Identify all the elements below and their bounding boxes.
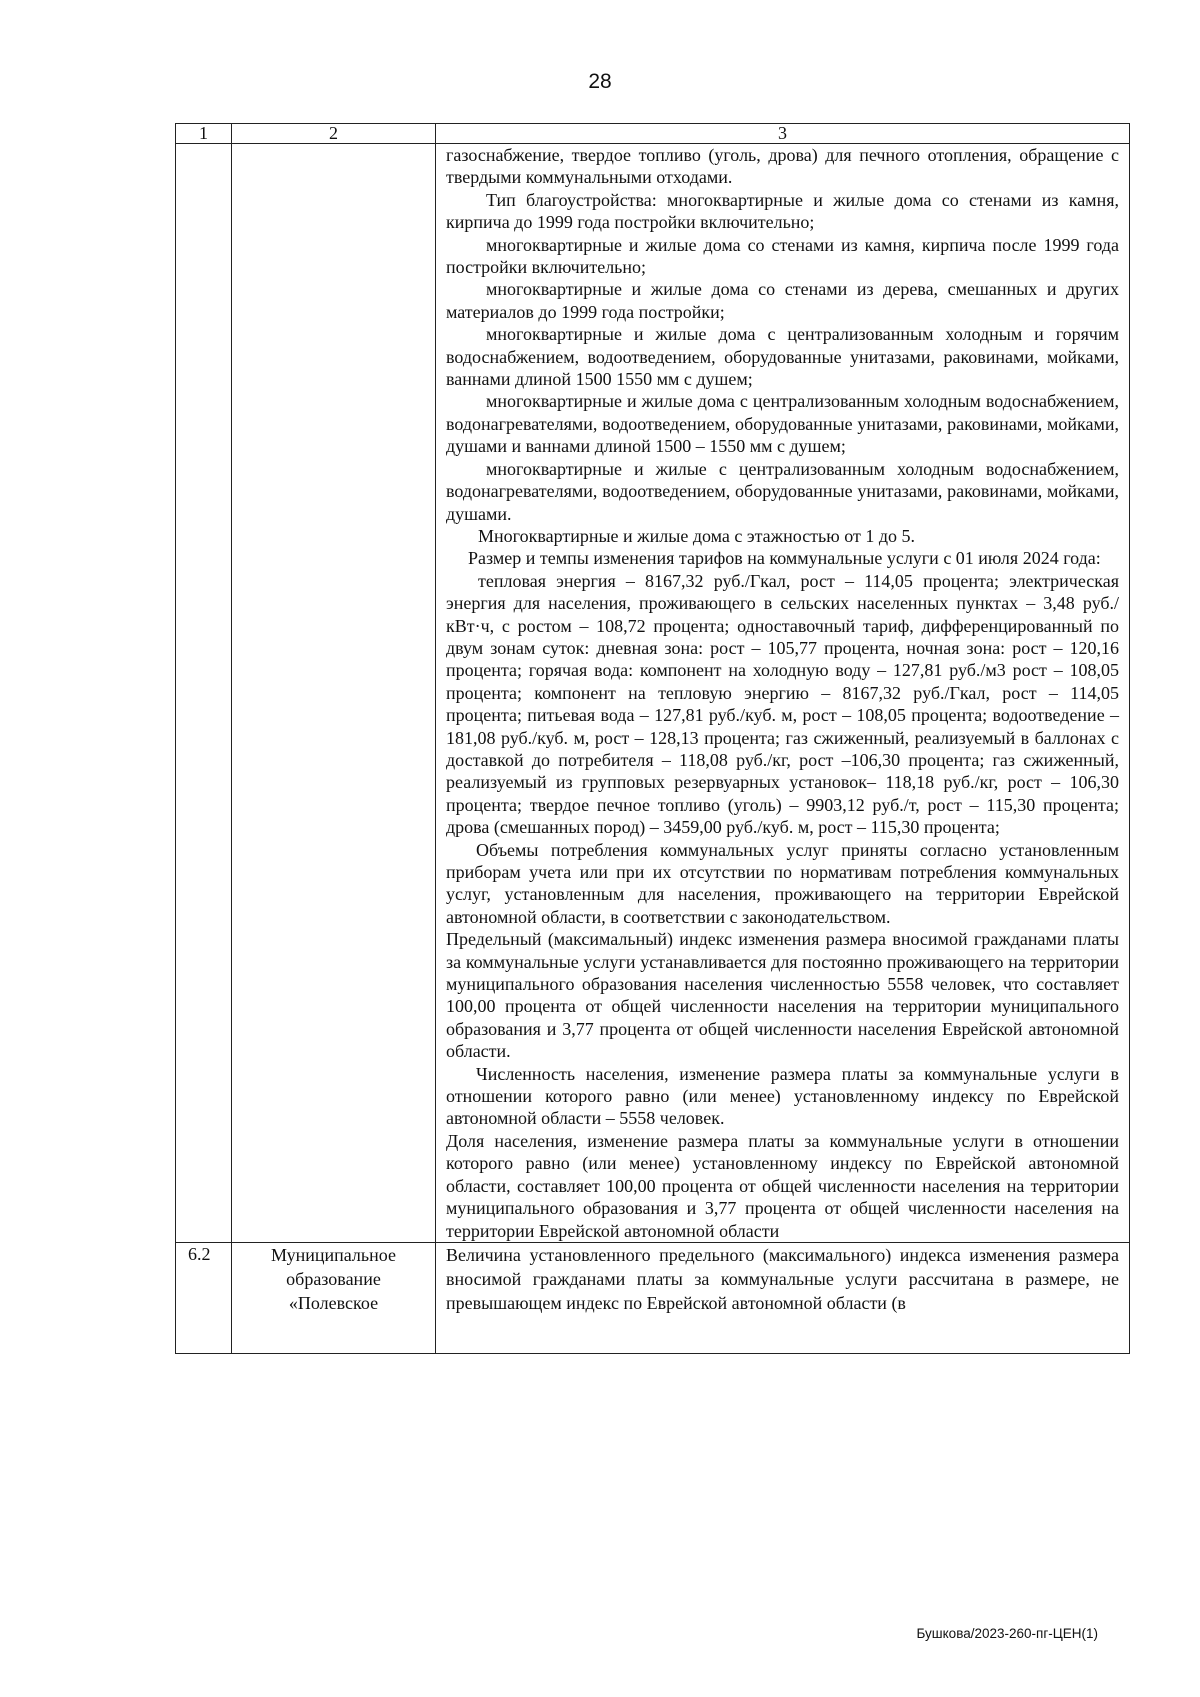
description-paragraph: многоквартирные и жилые дома со стенами из дерева, смешанных и других материалов до 1999 года постройки; (446, 279, 1119, 322)
table-row (176, 1242, 1130, 1353)
row-number-cell (176, 144, 232, 1243)
description-paragraph: многоквартирные и жилые дома с централизованным холодным водоснабжением, водонагревателями, водоотведением, оборудованные унитазами, раковинами, мойками, душами и ваннами длиной 1500 – 1550 мм с душем; (446, 391, 1119, 457)
row-number-cell: 6.2 (176, 1242, 232, 1353)
row-description-cell (436, 1242, 1130, 1353)
row-name-cell (232, 144, 436, 1243)
municipality-name-cell (232, 1242, 436, 1353)
header-col-2: 2 (232, 124, 436, 144)
municipality-name-line: «Полевское (288, 1292, 379, 1313)
description-paragraph: многоквартирные и жилые дома с централизованным холодным и горячим водоснабжением, водоотведением, оборудованные унитазами, раковинами, мойками, ваннами длиной 1500 1550 мм с душем; (446, 324, 1119, 390)
page-number: 28 (588, 70, 612, 93)
document-code-footer: Бушкова/2023-260-пг-ЦЕН(1) (916, 1626, 1098, 1641)
description-paragraph: Величина установленного предельного (максимального) индекса изменения размера вносимой гражданами платы за коммунальные услуги рассчитана в размере, не превышающем индекс по Еврейской автономной области (в (446, 1244, 1119, 1313)
municipality-name-line: образование (286, 1268, 381, 1289)
description-paragraph: многоквартирные и жилые дома со стенами из камня, кирпича после 1999 года постройки включительно; (446, 234, 1119, 278)
description-paragraph: Тип благоустройства: многоквартирные и жилые дома со стенами из камня, кирпича до 1999 года постройки включительно; (446, 189, 1119, 233)
table-header-row (176, 124, 1130, 144)
municipality-name-line: Муниципальное (271, 1244, 396, 1265)
row-description-cell (436, 144, 1130, 1243)
table-row (176, 144, 1130, 1243)
description-paragraph: газоснабжение, твердое топливо (уголь, дрова) для печного отопления, обращение с твердыми коммунальными отходами. (446, 145, 1119, 188)
description-paragraph: Предельный (максимальный) индекс изменения размера вносимой гражданами платы за коммунальные услуги устанавливается для постоянно проживающего на территории муниципального образования населения численностью 5558 человек, что составляет 100,00 процента от общей численности населения на территории муниципального образования и 3,77 процента от общей численности населения Еврейской автономной области. (446, 929, 1119, 1062)
tariff-table (175, 123, 1130, 1354)
description-paragraph: Численность населения, изменение размера платы за коммунальные услуги в отношении которого равно (или менее) установленному индексу по Еврейской автономной области – 5558 человек. (446, 1063, 1119, 1129)
header-col-3: 3 (436, 124, 1130, 144)
description-paragraph: Размер и темпы изменения тарифов на коммунальные услуги с 01 июля 2024 года: (468, 548, 1101, 569)
description-paragraph: многоквартирные и жилые с централизованным холодным водоснабжением, водонагревателями, водоотведением, оборудованные унитазами, раковинами, мойками, душами. (446, 458, 1119, 524)
description-paragraph: тепловая энергия – 8167,32 руб./Гкал, рост – 114,05 процента; электрическая энергия для населения, проживающего в сельских населенных пунктах – 3,48 руб./кВт·ч, с ростом – 108,72 процента; одноставочный тариф, дифференцированный по двум зонам суток: дневная зона: рост – 105,77 процента, ночная зона: рост – 120,16 процента; горячая вода: компонент на холодную воду – 127,81 руб./м3 рост – 108,05 процента; компонент на тепловую энергию – 8167,32 руб./Гкал, рост – 114,05 процента; питьевая вода – 127,81 руб./куб. м, рост – 108,05 процента; водоотведение – 181,08 руб./куб. м, рост – 128,13 процента; газ сжиженный, реализуемый в баллонах с доставкой до потребителя – 118,08 руб./кг, рост –106,30 процента; газ сжиженный, реализуемый из групповых резервуарных установок– 118,18 руб./кг, рост – 106,30 процента; твердое печное топливо (уголь) – 9903,12 руб./т, рост – 115,30 процента; дрова (смешанных пород) – 3459,00 руб./куб. м, рост – 115,30 процента; (446, 570, 1119, 838)
description-paragraphs (446, 144, 1119, 1242)
description-paragraph: Доля населения, изменение размера платы за коммунальные услуги в отношении которого равно (или менее) установленному индексу по Еврейской автономной области, составляет 100,00 процента от общей численности населения на территории муниципального образования и 3,77 процента от общей численности населения на территории Еврейской автономной области (446, 1130, 1119, 1241)
description-paragraph: Объемы потребления коммунальных услуг приняты согласно установленным приборам учета или при их отсутствии по нормативам потребления коммунальных услуг, установленным для населения, проживающего на территории Еврейской автономной области, в соответствии с законодательством. (446, 839, 1119, 927)
header-col-1: 1 (176, 124, 232, 144)
description-paragraph: Многоквартирные и жилые дома с этажностью от 1 до 5. (478, 525, 915, 546)
